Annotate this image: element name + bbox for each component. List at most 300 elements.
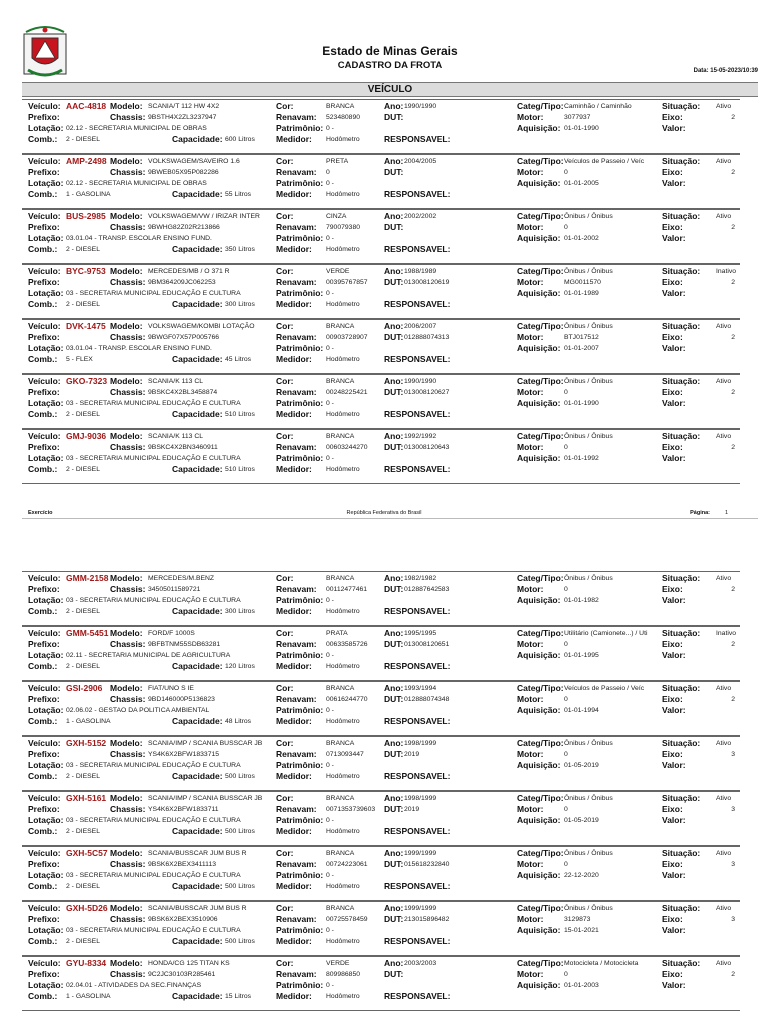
label-prefixo: Prefixo: [28, 112, 60, 122]
record-line-1 [28, 573, 740, 584]
label-responsavel: RESPONSAVEL: [384, 826, 451, 836]
vehicle-axles: 2 [731, 586, 735, 593]
vehicle-capacity: 600 Litros [225, 136, 255, 143]
label-veiculo: Veículo: [28, 431, 61, 441]
label-valor: Valor: [662, 595, 686, 605]
vehicle-status: Ativo [716, 103, 732, 110]
label-situacao: Situação: [662, 321, 701, 331]
vehicle-year: 1992/1992 [404, 433, 437, 440]
label-capacidade: Capacidade: [172, 354, 223, 364]
vehicle-asset: 0 - [326, 927, 334, 934]
label-veiculo: Veículo: [28, 628, 61, 638]
vehicle-department: 03 - SECRETARIA MUNICIPAL EDUCAÇÃO E CULTURA [66, 597, 241, 604]
vehicle-asset: 0 - [326, 982, 334, 989]
label-cor: Cor: [276, 321, 294, 331]
vehicle-motor: MG0011570 [564, 279, 601, 286]
vehicle-acquisition: 01-01-2007 [564, 345, 599, 352]
vehicle-fuel: 1 - GASOLINA [66, 718, 111, 725]
vehicle-color: BRANCA [326, 323, 355, 330]
vehicle-status: Ativo [716, 795, 732, 802]
label-capacidade: Capacidade: [172, 464, 223, 474]
vehicle-acquisition: 01-05-2019 [564, 817, 599, 824]
label-modelo: Modelo: [110, 958, 143, 968]
vehicle-year: 1990/1990 [404, 378, 437, 385]
label-capacidade: Capacidade: [172, 244, 223, 254]
vehicle-acquisition: 01-01-2002 [564, 235, 599, 242]
vehicle-fuel: 5 - FLEX [66, 356, 93, 363]
vehicle-model: VOLKSWAGEM/VW / IRIZAR INTER [148, 213, 260, 220]
vehicle-plate: BUS-2985 [66, 211, 106, 221]
label-cor: Cor: [276, 738, 294, 748]
label-medidor: Medidor: [276, 936, 312, 946]
vehicle-color: PRETA [326, 158, 349, 165]
vehicle-year: 1998/1999 [404, 740, 437, 747]
label-aquisicao: Aquisição: [517, 705, 561, 715]
label-veiculo: Veículo: [28, 738, 61, 748]
label-prefixo: Prefixo: [28, 332, 60, 342]
vehicle-model: VOLKSWAGEM/SAVEIRO 1.6 [148, 158, 240, 165]
footer-page-label: Página: [690, 510, 710, 516]
label-cor: Cor: [276, 156, 294, 166]
vehicle-plate: AAC-4818 [66, 101, 107, 111]
label-veiculo: Veículo: [28, 573, 61, 583]
label-cor: Cor: [276, 848, 294, 858]
label-medidor: Medidor: [276, 299, 312, 309]
vehicle-asset: 0 - [326, 235, 334, 242]
vehicle-record [28, 571, 740, 626]
label-situacao: Situação: [662, 903, 701, 913]
label-patrimonio: Patrimônio: [276, 760, 324, 770]
label-veiculo: Veículo: [28, 101, 61, 111]
record-line-4 [28, 189, 740, 200]
label-prefixo: Prefixo: [28, 804, 60, 814]
record-line-3 [28, 178, 740, 189]
record-line-4 [28, 134, 740, 145]
vehicle-color: VERDE [326, 268, 350, 275]
vehicle-record [28, 626, 740, 681]
section-bar: VEÍCULO [22, 82, 758, 97]
label-modelo: Modelo: [110, 848, 143, 858]
label-lotacao: Lotação: [28, 595, 64, 605]
vehicle-axles: 2 [731, 334, 735, 341]
vehicle-plate: GKO-7323 [66, 376, 108, 386]
label-prefixo: Prefixo: [28, 859, 60, 869]
vehicle-status: Ativo [716, 905, 732, 912]
vehicle-renavam: 00633585726 [326, 641, 368, 648]
vehicle-acquisition: 22-12-2020 [564, 872, 599, 879]
vehicle-acquisition: 01-05-2019 [564, 762, 599, 769]
vehicle-record [28, 154, 740, 209]
label-comb: Comb.: [28, 881, 58, 891]
label-veiculo: Veículo: [28, 958, 61, 968]
label-comb: Comb.: [28, 244, 58, 254]
vehicle-category: Ônibus / Ônibus [564, 795, 613, 802]
vehicle-fuel: 2 - DIESEL [66, 883, 100, 890]
vehicle-plate: BYC-9753 [66, 266, 106, 276]
label-chassis: Chassis: [110, 694, 146, 704]
vehicle-status: Ativo [716, 740, 732, 747]
label-modelo: Modelo: [110, 211, 143, 221]
vehicle-list [28, 571, 740, 1011]
vehicle-category: Ônibus / Ônibus [564, 378, 613, 385]
label-lotacao: Lotação: [28, 760, 64, 770]
label-motor: Motor: [517, 749, 544, 759]
label-patrimonio: Patrimônio: [276, 398, 324, 408]
record-line-2 [28, 112, 740, 123]
record-line-2 [28, 387, 740, 398]
vehicle-color: CINZA [326, 213, 347, 220]
vehicle-motor: 0 [564, 641, 568, 648]
vehicle-color: BRANCA [326, 740, 355, 747]
label-eixo: Eixo: [662, 859, 683, 869]
label-chassis: Chassis: [110, 332, 146, 342]
vehicle-chassis: 9C2JC30103R285461 [148, 971, 216, 978]
vehicle-chassis: YS4K6X2BFW1833711 [148, 806, 219, 813]
label-prefixo: Prefixo: [28, 639, 60, 649]
vehicle-chassis: 9BWEB05X95P082286 [148, 169, 219, 176]
vehicle-year: 1995/1995 [404, 630, 437, 637]
label-situacao: Situação: [662, 156, 701, 166]
label-categ: Categ/Tipo: [517, 321, 564, 331]
vehicle-acquisition: 01-01-1982 [564, 597, 599, 604]
vehicle-plate: GXH-5152 [66, 738, 107, 748]
vehicle-category: Ônibus / Ônibus [564, 575, 613, 582]
label-eixo: Eixo: [662, 969, 683, 979]
label-capacidade: Capacidade: [172, 189, 223, 199]
vehicle-year: 1988/1989 [404, 268, 437, 275]
label-chassis: Chassis: [110, 112, 146, 122]
vehicle-department: 03 - SECRETARIA MUNICIPAL EDUCAÇÃO E CULTURA [66, 400, 241, 407]
vehicle-motor: 0 [564, 224, 568, 231]
vehicle-model: SCANIA/K 113 CL [148, 433, 204, 440]
label-cor: Cor: [276, 211, 294, 221]
label-modelo: Modelo: [110, 431, 143, 441]
vehicle-axles: 2 [731, 971, 735, 978]
vehicle-record [28, 319, 740, 374]
label-lotacao: Lotação: [28, 178, 64, 188]
label-ano: Ano: [384, 573, 404, 583]
label-categ: Categ/Tipo: [517, 683, 564, 693]
label-capacidade: Capacidade: [172, 991, 223, 1001]
vehicle-dut: 013008120651 [404, 641, 450, 648]
label-lotacao: Lotação: [28, 398, 64, 408]
vehicle-list [28, 99, 740, 484]
vehicle-asset: 0 - [326, 125, 334, 132]
label-valor: Valor: [662, 650, 686, 660]
vehicle-department: 03.01.04 - TRANSP. ESCOLAR ENSINO FUND. [66, 235, 212, 242]
record-line-1 [28, 266, 740, 277]
label-dut: DUT: [384, 859, 404, 869]
label-motor: Motor: [517, 969, 544, 979]
vehicle-dut: 013008120619 [404, 279, 450, 286]
label-categ: Categ/Tipo: [517, 573, 564, 583]
vehicle-plate: GMM-5451 [66, 628, 109, 638]
label-motor: Motor: [517, 804, 544, 814]
vehicle-year: 2002/2002 [404, 213, 437, 220]
label-veiculo: Veículo: [28, 321, 61, 331]
label-valor: Valor: [662, 760, 686, 770]
record-line-3 [28, 453, 740, 464]
label-ano: Ano: [384, 266, 404, 276]
vehicle-asset: 0 - [326, 180, 334, 187]
label-chassis: Chassis: [110, 222, 146, 232]
vehicle-model: FORD/F 1000S [148, 630, 195, 637]
vehicle-motor: 0 [564, 971, 568, 978]
vehicle-renavam: 00725578459 [326, 916, 368, 923]
label-categ: Categ/Tipo: [517, 848, 564, 858]
vehicle-year: 1998/1999 [404, 795, 437, 802]
label-ano: Ano: [384, 628, 404, 638]
vehicle-model: VOLKSWAGEM/KOMBI LOTAÇÃO [148, 323, 255, 330]
vehicle-status: Ativo [716, 960, 732, 967]
vehicle-capacity: 120 Litros [225, 663, 255, 670]
record-line-1 [28, 376, 740, 387]
page-footer [28, 508, 740, 518]
vehicle-record [28, 264, 740, 319]
vehicle-acquisition: 01-01-2003 [564, 982, 599, 989]
label-aquisicao: Aquisição: [517, 123, 561, 133]
label-aquisicao: Aquisição: [517, 925, 561, 935]
vehicle-capacity: 350 Litros [225, 246, 255, 253]
record-line-2 [28, 639, 740, 650]
label-situacao: Situação: [662, 848, 701, 858]
label-motor: Motor: [517, 332, 544, 342]
label-motor: Motor: [517, 584, 544, 594]
label-responsavel: RESPONSAVEL: [384, 606, 451, 616]
label-medidor: Medidor: [276, 661, 312, 671]
vehicle-motor: 3077937 [564, 114, 591, 121]
label-situacao: Situação: [662, 266, 701, 276]
label-patrimonio: Patrimônio: [276, 650, 324, 660]
vehicle-asset: 0 - [326, 872, 334, 879]
vehicle-meter: Hodômetro [326, 356, 360, 363]
label-modelo: Modelo: [110, 903, 143, 913]
label-comb: Comb.: [28, 409, 58, 419]
label-comb: Comb.: [28, 354, 58, 364]
footer-page-number: 1 [724, 510, 728, 516]
label-patrimonio: Patrimônio: [276, 705, 324, 715]
record-line-4 [28, 606, 740, 617]
vehicle-department: 02.06.02 - GESTAO DA POLITICA AMBIENTAL [66, 707, 210, 714]
label-eixo: Eixo: [662, 804, 683, 814]
label-prefixo: Prefixo: [28, 167, 60, 177]
vehicle-chassis: 9BD146000P5136823 [148, 696, 215, 703]
record-line-4 [28, 409, 740, 420]
label-eixo: Eixo: [662, 387, 683, 397]
label-cor: Cor: [276, 266, 294, 276]
label-dut: DUT: [384, 387, 404, 397]
label-dut: DUT: [384, 277, 404, 287]
vehicle-renavam: 0713093447 [326, 751, 364, 758]
vehicle-fuel: 2 - DIESEL [66, 608, 100, 615]
vehicle-meter: Hodômetro [326, 883, 360, 890]
label-categ: Categ/Tipo: [517, 793, 564, 803]
label-ano: Ano: [384, 376, 404, 386]
record-line-1 [28, 628, 740, 639]
label-renavam: Renavam: [276, 442, 317, 452]
label-situacao: Situação: [662, 573, 701, 583]
vehicle-acquisition: 01-01-1994 [564, 707, 599, 714]
record-line-2 [28, 167, 740, 178]
label-situacao: Situação: [662, 958, 701, 968]
vehicle-meter: Hodômetro [326, 246, 360, 253]
label-lotacao: Lotação: [28, 980, 64, 990]
label-modelo: Modelo: [110, 573, 143, 583]
record-line-3 [28, 233, 740, 244]
vehicle-motor: 0 [564, 696, 568, 703]
label-capacidade: Capacidade: [172, 826, 223, 836]
label-capacidade: Capacidade: [172, 606, 223, 616]
vehicle-chassis: 34505011589721 [148, 586, 201, 593]
vehicle-renavam: 00603244270 [326, 444, 368, 451]
vehicle-model: MERCEDES/MB / O 371 R [148, 268, 230, 275]
label-patrimonio: Patrimônio: [276, 288, 324, 298]
record-line-4 [28, 244, 740, 255]
label-comb: Comb.: [28, 606, 58, 616]
label-cor: Cor: [276, 431, 294, 441]
label-veiculo: Veículo: [28, 683, 61, 693]
label-aquisicao: Aquisição: [517, 233, 561, 243]
label-responsavel: RESPONSAVEL: [384, 134, 451, 144]
label-valor: Valor: [662, 398, 686, 408]
vehicle-year: 1982/1982 [404, 575, 437, 582]
vehicle-color: BRANCA [326, 378, 355, 385]
record-line-4 [28, 716, 740, 727]
vehicle-category: Ônibus / Ônibus [564, 905, 613, 912]
vehicle-capacity: 500 Litros [225, 938, 255, 945]
vehicle-capacity: 48 Litros [225, 718, 252, 725]
record-line-3 [28, 288, 740, 299]
label-dut: DUT: [384, 749, 404, 759]
vehicle-plate: GYU-8334 [66, 958, 107, 968]
vehicle-record [28, 901, 740, 956]
vehicle-record [28, 374, 740, 429]
record-line-2 [28, 859, 740, 870]
record-line-2 [28, 442, 740, 453]
label-responsavel: RESPONSAVEL: [384, 354, 451, 364]
vehicle-record [28, 956, 740, 1011]
label-categ: Categ/Tipo: [517, 101, 564, 111]
vehicle-fuel: 1 - GASOLINA [66, 191, 111, 198]
label-chassis: Chassis: [110, 859, 146, 869]
record-line-3 [28, 650, 740, 661]
vehicle-color: PRATA [326, 630, 348, 637]
vehicle-asset: 0 - [326, 597, 334, 604]
vehicle-dut: 012888074348 [404, 696, 450, 703]
vehicle-model: SCANIA/T 112 HW 4X2 [148, 103, 220, 110]
vehicle-record [28, 429, 740, 484]
vehicle-meter: Hodômetro [326, 608, 360, 615]
vehicle-axles: 3 [731, 861, 735, 868]
vehicle-department: 03 - SECRETARIA MUNICIPAL EDUCAÇÃO E CULTURA [66, 872, 241, 879]
record-line-3 [28, 343, 740, 354]
label-situacao: Situação: [662, 628, 701, 638]
record-line-1 [28, 958, 740, 969]
label-renavam: Renavam: [276, 914, 317, 924]
vehicle-color: BRANCA [326, 685, 355, 692]
label-capacidade: Capacidade: [172, 299, 223, 309]
label-veiculo: Veículo: [28, 376, 61, 386]
label-comb: Comb.: [28, 826, 58, 836]
label-aquisicao: Aquisição: [517, 870, 561, 880]
vehicle-dut: 013008120643 [404, 444, 450, 451]
vehicle-status: Ativo [716, 158, 732, 165]
label-comb: Comb.: [28, 991, 58, 1001]
vehicle-color: VERDE [326, 960, 350, 967]
label-situacao: Situação: [662, 211, 701, 221]
label-situacao: Situação: [662, 793, 701, 803]
vehicle-motor: 0 [564, 169, 568, 176]
vehicle-category: Ônibus / Ônibus [564, 323, 613, 330]
label-renavam: Renavam: [276, 584, 317, 594]
label-motor: Motor: [517, 442, 544, 452]
vehicle-chassis: 9BSKC4X2BL3458874 [148, 389, 218, 396]
label-responsavel: RESPONSAVEL: [384, 409, 451, 419]
label-aquisicao: Aquisição: [517, 815, 561, 825]
vehicle-axles: 2 [731, 169, 735, 176]
label-modelo: Modelo: [110, 738, 143, 748]
label-categ: Categ/Tipo: [517, 156, 564, 166]
label-dut: DUT: [384, 584, 404, 594]
vehicle-plate: GMM-2158 [66, 573, 109, 583]
vehicle-fuel: 1 - GASOLINA [66, 993, 111, 1000]
label-veiculo: Veículo: [28, 211, 61, 221]
vehicle-record [28, 99, 740, 154]
vehicle-chassis: 9BSKC4X2BN3460911 [148, 444, 218, 451]
vehicle-fuel: 2 - DIESEL [66, 663, 100, 670]
label-eixo: Eixo: [662, 639, 683, 649]
vehicle-category: Ônibus / Ônibus [564, 268, 613, 275]
label-categ: Categ/Tipo: [517, 431, 564, 441]
label-renavam: Renavam: [276, 277, 317, 287]
vehicle-category: Veículos de Passeio / Veíc [564, 685, 645, 692]
label-situacao: Situação: [662, 683, 701, 693]
report-date: Data: 15-05-2023/10:39 [693, 68, 758, 74]
vehicle-renavam: 00248225421 [326, 389, 368, 396]
vehicle-asset: 0 - [326, 400, 334, 407]
record-line-1 [28, 431, 740, 442]
vehicle-department: 02.12 - SECRETARIA MUNICIPAL DE OBRAS [66, 180, 207, 187]
label-responsavel: RESPONSAVEL: [384, 299, 451, 309]
label-chassis: Chassis: [110, 387, 146, 397]
record-line-3 [28, 980, 740, 991]
label-valor: Valor: [662, 178, 686, 188]
label-aquisicao: Aquisição: [517, 343, 561, 353]
record-line-2 [28, 277, 740, 288]
label-capacidade: Capacidade: [172, 661, 223, 671]
vehicle-model: MERCEDES/M.BENZ [148, 575, 215, 582]
label-medidor: Medidor: [276, 716, 312, 726]
vehicle-capacity: 55 Litros [225, 191, 252, 198]
vehicle-renavam: 523480890 [326, 114, 361, 121]
vehicle-color: BRANCA [326, 575, 355, 582]
vehicle-year: 1999/1999 [404, 850, 437, 857]
label-prefixo: Prefixo: [28, 749, 60, 759]
vehicle-capacity: 510 Litros [225, 411, 255, 418]
vehicle-meter: Hodômetro [326, 663, 360, 670]
vehicle-department: 03 - SECRETARIA MUNICIPAL EDUCAÇÃO E CULTURA [66, 927, 241, 934]
record-line-2 [28, 914, 740, 925]
vehicle-axles: 2 [731, 389, 735, 396]
vehicle-capacity: 510 Litros [225, 466, 255, 473]
vehicle-dut: 012888074313 [404, 334, 450, 341]
label-patrimonio: Patrimônio: [276, 123, 324, 133]
vehicle-dut: 015618232840 [404, 861, 450, 868]
vehicle-renavam: 790079380 [326, 224, 361, 231]
label-lotacao: Lotação: [28, 870, 64, 880]
record-line-3 [28, 815, 740, 826]
label-categ: Categ/Tipo: [517, 376, 564, 386]
